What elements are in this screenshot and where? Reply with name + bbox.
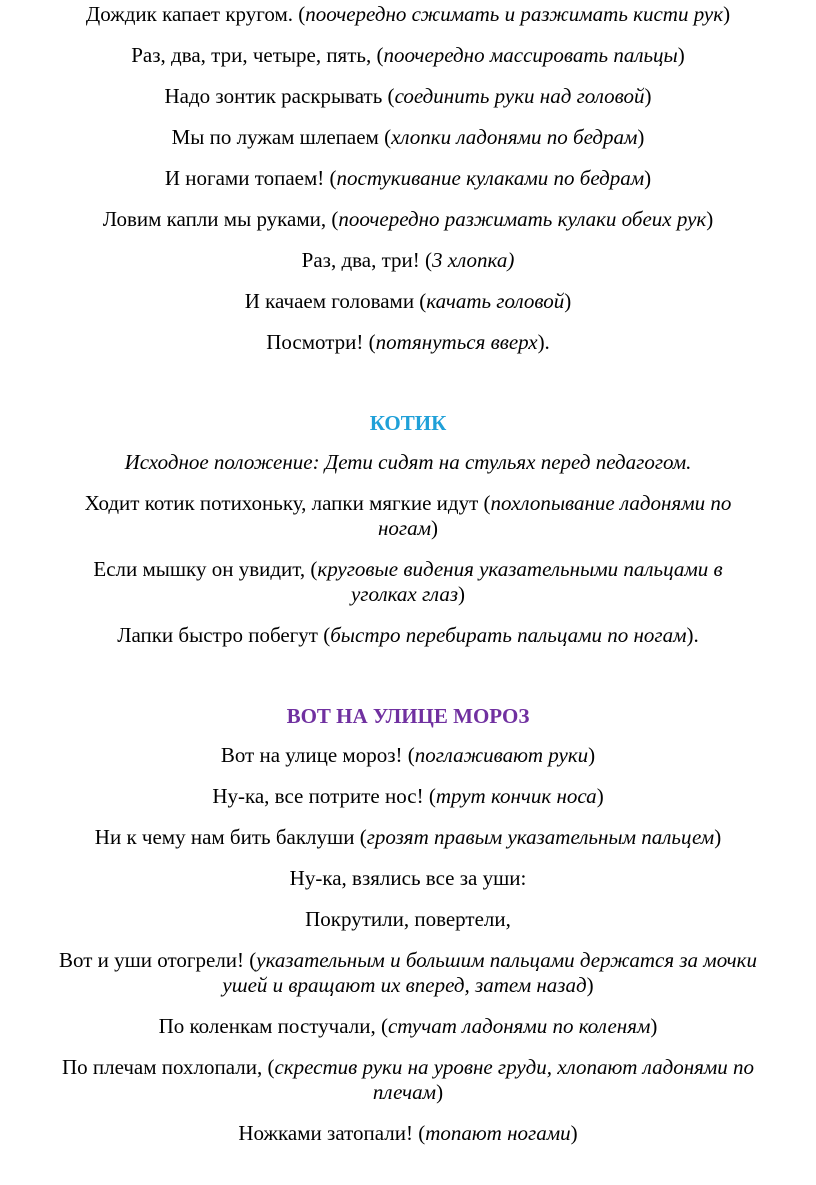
verse-line: Лапки быстро побегут (быстро перебирать пальцами по ногам). bbox=[117, 623, 699, 647]
verse-line: Ну-ка, взялись все за уши: bbox=[289, 866, 527, 890]
verse-line: Посмотри! (потянуться вверх). bbox=[266, 330, 550, 354]
verse-line: Вот и уши отогрели! (указательным и большим пальцами держатся за мочки ушей и вращают их вперед, затем назад) bbox=[58, 948, 758, 997]
section-gap bbox=[0, 371, 816, 411]
verse-line: И ногами топаем! (постукивание кулаками по бедрам) bbox=[164, 166, 652, 190]
verse-line: Если мышку он увидит, (круговые видения указательными пальцами в уголках глаз) bbox=[93, 557, 723, 606]
verse-line: Дождик капает кругом. (поочередно сжимать и разжимать кисти рук) bbox=[85, 2, 731, 26]
verse-line: Надо зонтик раскрывать (соединить руки над головой) bbox=[164, 84, 652, 108]
verse-line: Мы по лужам шлепаем (хлопки ладонями по бедрам) bbox=[171, 125, 645, 149]
rhyme-rain bbox=[0, 0, 816, 355]
verse-line: Ловим капли мы руками, (поочередно разжимать кулаки обеих рук) bbox=[102, 207, 714, 231]
section-title: КОТИК bbox=[369, 411, 447, 435]
rhyme-kitten bbox=[0, 411, 816, 648]
starting-position: Исходное положение: Дети сидят на стульях перед педагогом. bbox=[124, 450, 692, 474]
verse-line: Ну-ка, все потрите нос! (трут кончик носа) bbox=[212, 784, 604, 808]
verse-line: Ножками затопали! (топают ногами) bbox=[238, 1121, 578, 1145]
verse-line: По коленкам постучали, (стучат ладонями по коленям) bbox=[158, 1014, 658, 1038]
section-gap bbox=[0, 664, 816, 704]
verse-line: Покрутили, повертели, bbox=[305, 907, 511, 931]
verse-line: Раз, два, три! (3 хлопка) bbox=[301, 248, 515, 272]
verse-line: Вот на улице мороз! (поглаживают руки) bbox=[220, 743, 596, 767]
verse-line: По плечам похлопали, (скрестив руки на уровне груди, хлопают ладонями по плечам) bbox=[61, 1055, 755, 1104]
section-title: ВОТ НА УЛИЦЕ МОРОЗ bbox=[286, 704, 530, 728]
rhyme-frost bbox=[0, 704, 816, 1146]
verse-line: Ходит котик потихоньку, лапки мягкие идут (похлопывание ладонями по ногам) bbox=[84, 491, 732, 540]
verse-line: Раз, два, три, четыре, пять, (поочередно массировать пальцы) bbox=[131, 43, 685, 67]
verse-line: Ни к чему нам бить баклуши (грозят правым указательным пальцем) bbox=[94, 825, 722, 849]
verse-line: И качаем головами (качать головой) bbox=[244, 289, 572, 313]
